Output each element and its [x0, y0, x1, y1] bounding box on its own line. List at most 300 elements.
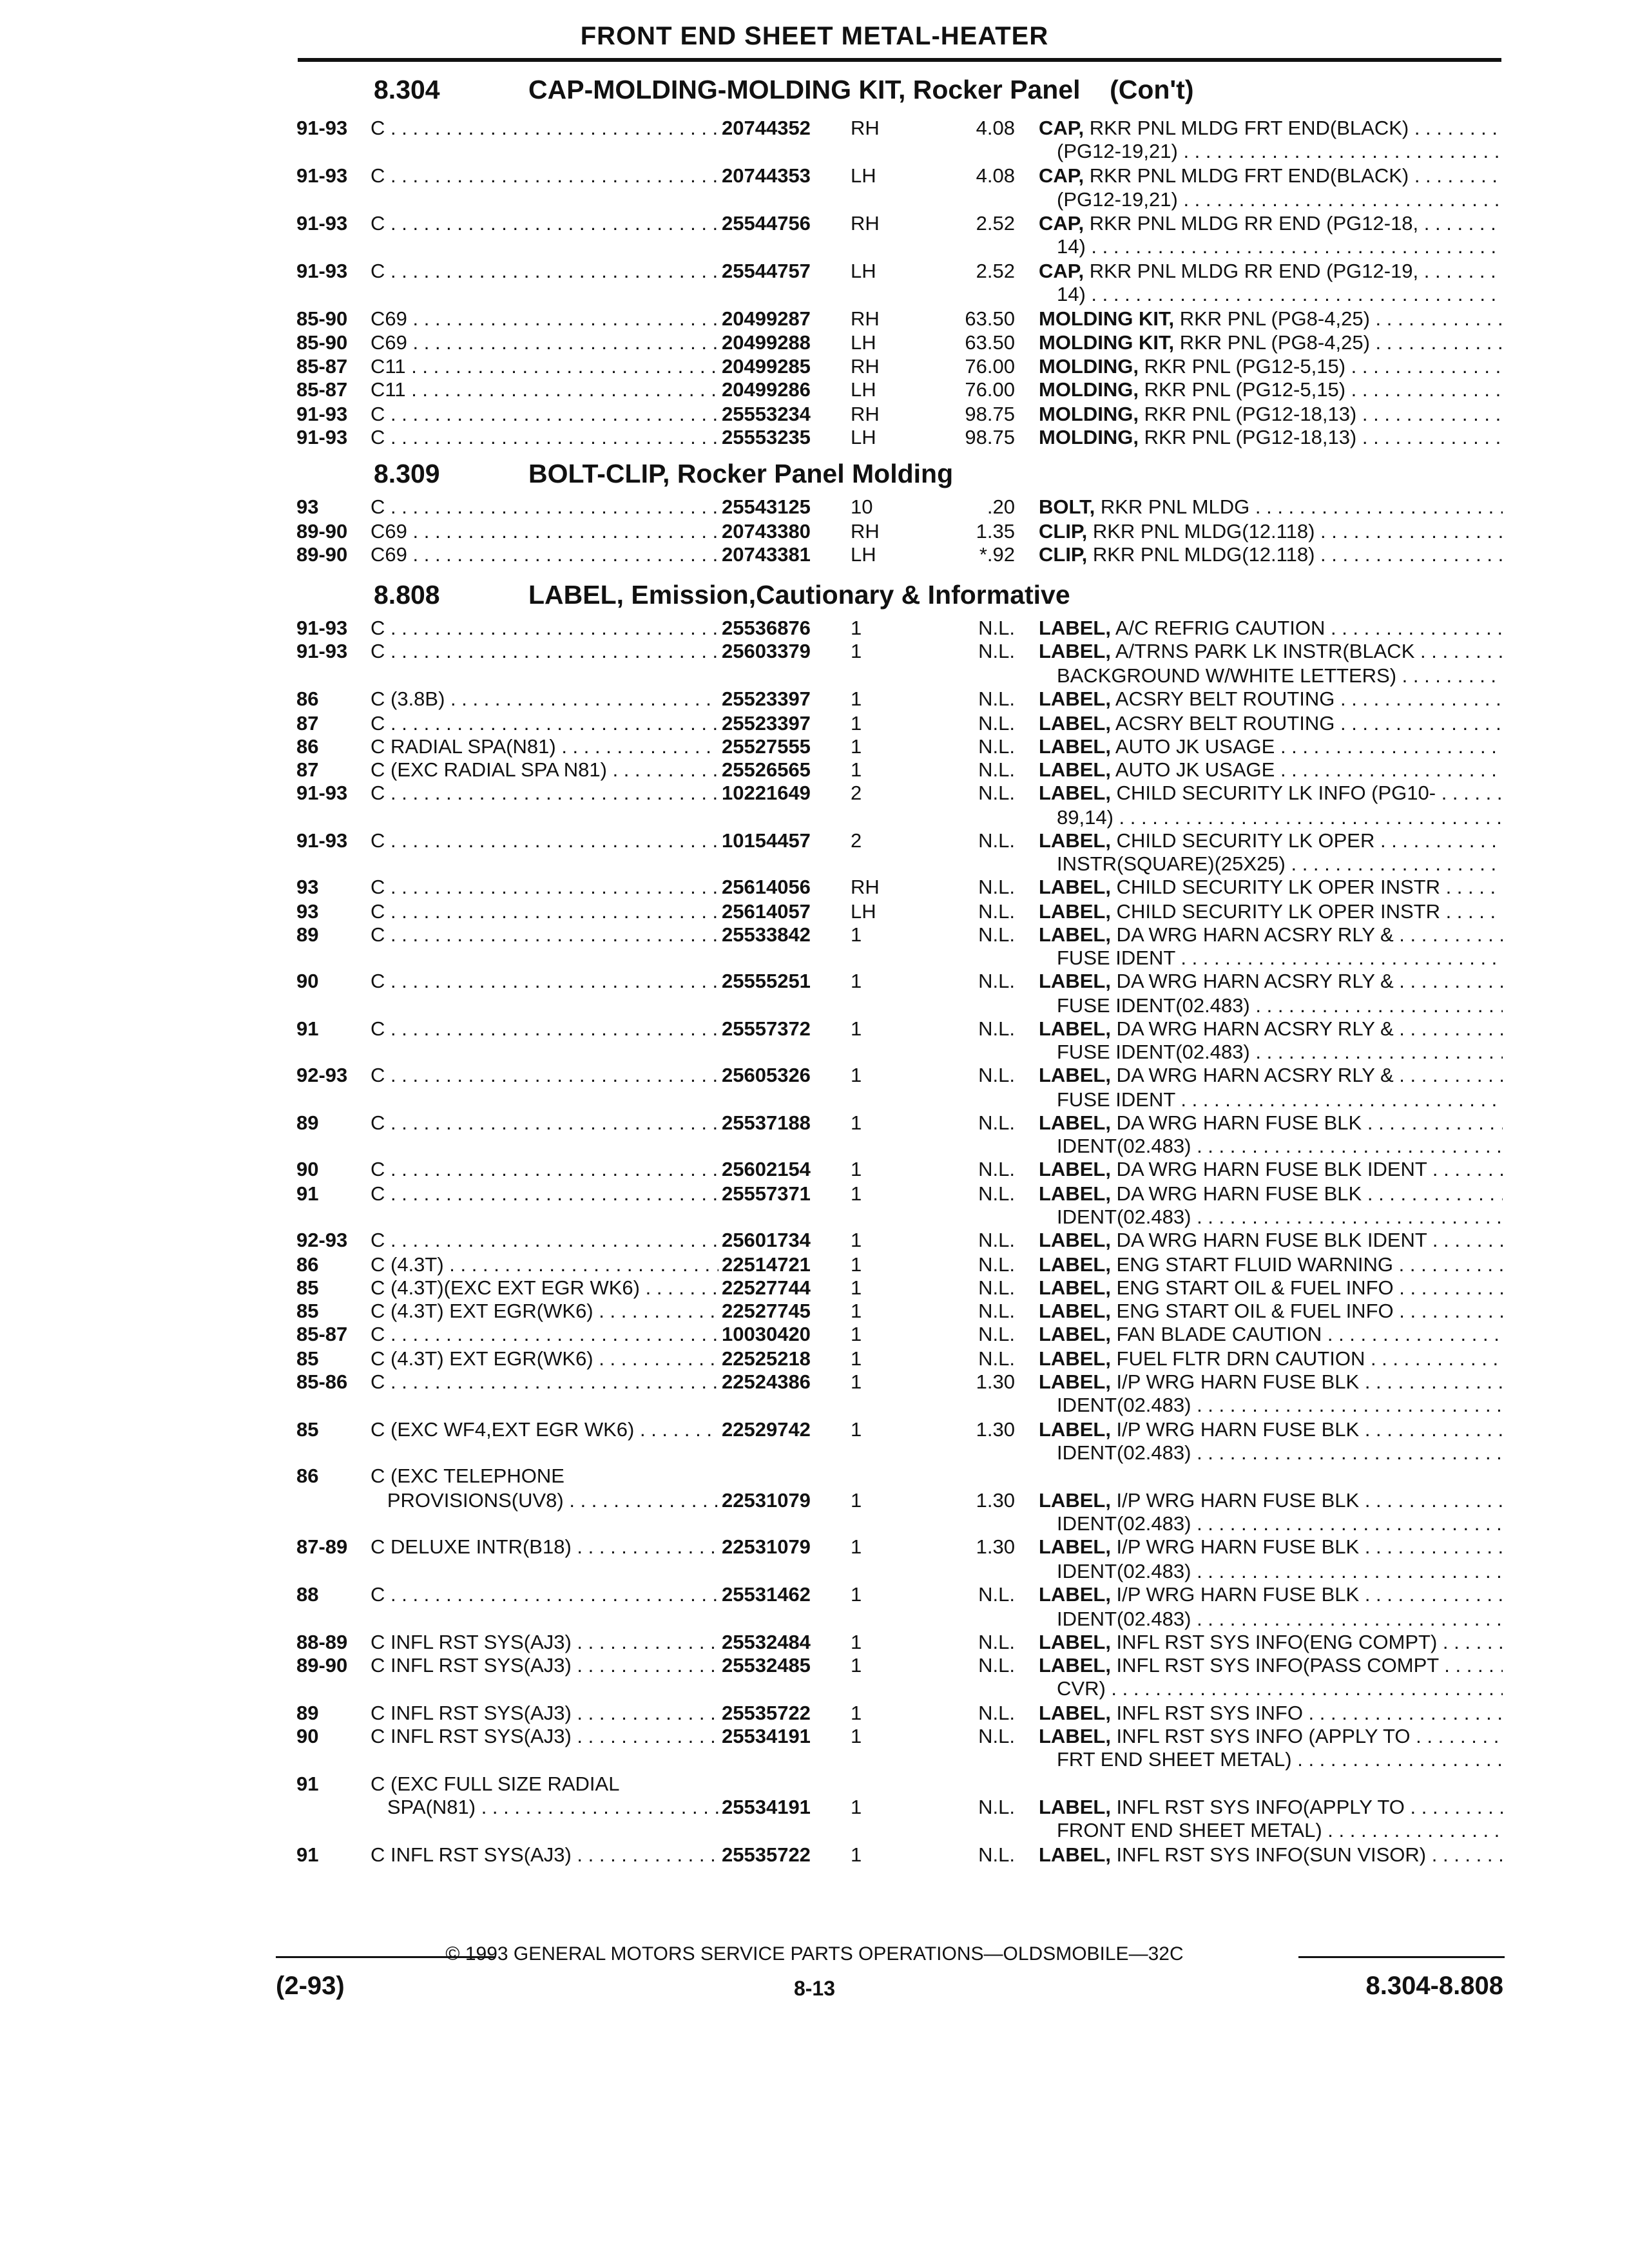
price: N.L. [978, 1300, 1015, 1322]
usage-condition: C69 . . . [371, 307, 718, 331]
part-number: 25602154 [722, 1158, 811, 1180]
part-detail: A/TRNS PARK LK INSTR(BLACK [1110, 640, 1415, 662]
quantity: 1 [851, 1111, 862, 1134]
table-row [0, 1795, 1629, 1819]
table-row [0, 1441, 1629, 1465]
part-number: 22524386 [722, 1370, 811, 1393]
table-row [0, 402, 1629, 426]
part-description [1039, 211, 1503, 235]
part-detail: CHILD SECURITY LK OPER INSTR [1110, 900, 1440, 923]
part-number: 20743380 [722, 520, 811, 543]
part-description [1039, 1299, 1503, 1323]
model-years: 91-93 [296, 260, 348, 282]
part-name: LABEL, [1039, 829, 1111, 852]
part-name: MOLDING KIT, [1039, 331, 1175, 354]
price: N.L. [978, 1702, 1015, 1724]
quantity: 1 [851, 1276, 862, 1299]
part-description [1039, 1535, 1503, 1559]
table-row [0, 354, 1629, 378]
part-name: LABEL, [1039, 1158, 1111, 1180]
part-detail: I/P WRG HARN FUSE BLK [1110, 1583, 1360, 1606]
price: N.L. [978, 829, 1015, 852]
part-detail: DA WRG HARN ACSRY RLY & [1110, 1064, 1394, 1086]
table-row [0, 164, 1629, 187]
part-description [1039, 829, 1503, 852]
part-name: LABEL, [1039, 923, 1111, 946]
part-number: 25601734 [722, 1229, 811, 1251]
table-row [0, 1322, 1629, 1346]
usage-condition: SPA(N81) . . . [371, 1795, 718, 1819]
quantity: 1 [851, 1300, 862, 1322]
model-years: 86 [296, 1465, 319, 1487]
table-row [0, 1535, 1629, 1559]
quantity: 1 [851, 923, 862, 946]
part-name: LABEL, [1039, 900, 1111, 923]
price: 2.52 [976, 212, 1015, 235]
price: N.L. [978, 1111, 1015, 1134]
usage-condition: C RADIAL SPA(N81) . . . [371, 735, 718, 758]
model-years: 91 [296, 1773, 319, 1795]
model-years: 85-90 [296, 307, 348, 330]
table-row [0, 852, 1629, 876]
part-detail: 89,14) [1057, 806, 1113, 829]
part-description [1057, 139, 1503, 163]
part-description [1057, 1040, 1503, 1064]
usage-condition: C (EXC WF4,EXT EGR WK6) . . . [371, 1418, 718, 1441]
part-detail: IDENT(02.483) [1057, 1441, 1191, 1464]
table-row [0, 639, 1629, 663]
quantity: 1 [851, 1796, 862, 1818]
model-years: 85-90 [296, 331, 348, 354]
quantity: LH [851, 543, 876, 566]
part-name: LABEL, [1039, 712, 1111, 735]
table-row [0, 805, 1629, 829]
quantity: 1 [851, 1583, 862, 1606]
table-row [0, 1088, 1629, 1111]
part-description [1039, 307, 1503, 331]
quantity: 1 [851, 1843, 862, 1866]
part-description [1057, 994, 1503, 1017]
part-number: 25534191 [722, 1725, 811, 1747]
part-description [1039, 116, 1503, 140]
part-name: LABEL, [1039, 970, 1111, 992]
table-row [0, 116, 1629, 140]
part-description [1039, 1795, 1503, 1819]
part-name: LABEL, [1039, 1535, 1111, 1558]
part-number: 20499288 [722, 331, 811, 354]
price: N.L. [978, 1583, 1015, 1606]
table-row [0, 1040, 1629, 1064]
quantity: 1 [851, 735, 862, 758]
model-years: 88 [296, 1583, 319, 1606]
part-detail: DA WRG HARN ACSRY RLY & [1110, 1017, 1394, 1040]
part-description [1057, 1677, 1503, 1700]
price: N.L. [978, 1843, 1015, 1866]
price: 63.50 [965, 331, 1015, 354]
part-detail: FUEL FLTR DRN CAUTION [1110, 1347, 1365, 1370]
part-name: LABEL, [1039, 1111, 1111, 1134]
part-detail: IDENT(02.483) [1057, 1394, 1191, 1416]
part-description [1039, 923, 1503, 947]
model-years: 90 [296, 970, 319, 992]
part-name: LABEL, [1039, 1229, 1111, 1251]
table-row [0, 923, 1629, 947]
part-detail: FUSE IDENT(02.483) [1057, 994, 1250, 1017]
quantity: 1 [851, 1064, 862, 1086]
part-detail: I/P WRG HARN FUSE BLK [1110, 1489, 1360, 1512]
part-name: LABEL, [1039, 1702, 1111, 1724]
table-row [0, 1111, 1629, 1135]
part-detail: DA WRG HARN ACSRY RLY & [1110, 970, 1394, 992]
price: N.L. [978, 970, 1015, 992]
price: .20 [987, 495, 1015, 518]
usage-condition: C (3.8B) . . . [371, 687, 718, 711]
part-number: 25535722 [722, 1702, 811, 1724]
table-row [0, 1464, 1629, 1488]
part-detail: RKR PNL MLDG FRT END(BLACK) [1084, 164, 1409, 187]
model-years: 85 [296, 1347, 319, 1370]
quantity: 1 [851, 1017, 862, 1040]
section-number: 8.808 [374, 580, 440, 610]
price: 76.00 [965, 378, 1015, 401]
price: N.L. [978, 735, 1015, 758]
part-name: LABEL, [1039, 1323, 1111, 1345]
table-row [0, 235, 1629, 258]
table-row [0, 994, 1629, 1017]
model-years: 86 [296, 1253, 319, 1276]
part-name: LABEL, [1039, 1631, 1111, 1653]
part-number: 25544756 [722, 212, 811, 235]
part-number: 20499285 [722, 355, 811, 378]
date-code: (2-93) [276, 1972, 345, 2000]
usage-condition: C . . . [371, 616, 718, 640]
page-title: FRONT END SHEET METAL-HEATER [580, 22, 1049, 50]
part-description [1057, 1441, 1503, 1465]
price: N.L. [978, 1631, 1015, 1653]
part-name: LABEL, [1039, 876, 1111, 898]
table-row [0, 1370, 1629, 1394]
quantity: 1 [851, 712, 862, 735]
model-years: 88-89 [296, 1631, 348, 1653]
part-detail: DA WRG HARN FUSE BLK [1110, 1111, 1362, 1134]
part-number: 20744353 [722, 164, 811, 187]
usage-condition: C . . . [371, 1182, 718, 1206]
part-detail: CHILD SECURITY LK INFO (PG10- [1110, 782, 1436, 804]
part-name: BOLT, [1039, 495, 1095, 518]
part-detail: ENG START OIL & FUEL INFO [1110, 1300, 1394, 1322]
part-description [1039, 1488, 1503, 1512]
quantity: RH [851, 355, 880, 378]
quantity: RH [851, 520, 880, 543]
model-years: 89 [296, 1111, 319, 1134]
part-detail: FUSE IDENT [1057, 1088, 1175, 1111]
model-years: 91-93 [296, 426, 348, 448]
part-name: LABEL, [1039, 1654, 1111, 1677]
part-number: 25614056 [722, 876, 811, 898]
part-detail: RKR PNL MLDG RR END (PG12-18, [1084, 212, 1419, 235]
part-description [1039, 1322, 1503, 1346]
model-years: 91-93 [296, 829, 348, 852]
model-years: 85-87 [296, 1323, 348, 1345]
part-description [1039, 1182, 1503, 1206]
part-number: 25537188 [722, 1111, 811, 1134]
usage-condition: C INFL RST SYS(AJ3) . . . [371, 1724, 718, 1748]
price: N.L. [978, 876, 1015, 898]
part-name: LABEL, [1039, 1182, 1111, 1205]
part-number: 25557371 [722, 1182, 811, 1205]
part-description [1039, 402, 1503, 426]
quantity: 1 [851, 1654, 862, 1677]
quantity: RH [851, 403, 880, 425]
price: 1.30 [976, 1370, 1015, 1393]
part-name: LABEL, [1039, 1017, 1111, 1040]
quantity: 1 [851, 1631, 862, 1653]
part-description [1039, 1253, 1503, 1276]
part-number: 25605326 [722, 1064, 811, 1086]
part-detail: I/P WRG HARN FUSE BLK [1110, 1418, 1360, 1441]
usage-condition: C (EXC TELEPHONE [371, 1465, 564, 1487]
price: 76.00 [965, 355, 1015, 378]
model-years: 91 [296, 1182, 319, 1205]
quantity: RH [851, 876, 880, 898]
part-number: 25532484 [722, 1631, 811, 1653]
section-number: 8.309 [374, 459, 440, 488]
copyright-notice: © 1993 GENERAL MOTORS SERVICE PARTS OPERATIONS—OLDSMOBILE—32C [445, 1943, 1184, 1965]
price: N.L. [978, 1158, 1015, 1180]
part-detail: CHILD SECURITY LK OPER INSTR [1110, 876, 1440, 898]
model-years: 89-90 [296, 520, 348, 543]
part-detail: I/P WRG HARN FUSE BLK [1110, 1370, 1360, 1393]
part-description [1039, 354, 1503, 378]
part-detail: IDENT(02.483) [1057, 1608, 1191, 1630]
model-years: 89-90 [296, 1654, 348, 1677]
table-row [0, 1701, 1629, 1725]
table-row [0, 1347, 1629, 1370]
model-years: 91 [296, 1017, 319, 1040]
table-row [0, 1228, 1629, 1252]
part-description [1057, 235, 1503, 258]
table-row [0, 139, 1629, 163]
part-number: 25534191 [722, 1796, 811, 1818]
part-name: LABEL, [1039, 1253, 1111, 1276]
model-years: 91-93 [296, 212, 348, 235]
table-row [0, 1134, 1629, 1158]
quantity: 1 [851, 1158, 862, 1180]
table-row [0, 1299, 1629, 1323]
table-row [0, 1677, 1629, 1700]
part-description [1039, 1843, 1503, 1867]
model-years: 85 [296, 1276, 319, 1299]
part-number: 25555251 [722, 970, 811, 992]
table-row [0, 616, 1629, 640]
part-name: LABEL, [1039, 617, 1111, 639]
part-description [1057, 852, 1503, 876]
part-detail: DA WRG HARN ACSRY RLY & [1110, 923, 1394, 946]
table-row [0, 687, 1629, 711]
quantity: 1 [851, 1725, 862, 1747]
part-detail: INFL RST SYS INFO(ENG COMPT) [1110, 1631, 1438, 1653]
model-years: 85 [296, 1418, 319, 1441]
part-number: 25553235 [722, 426, 811, 448]
part-name: LABEL, [1039, 1796, 1111, 1818]
part-description [1057, 664, 1503, 687]
part-name: CAP, [1039, 260, 1084, 282]
part-description [1039, 899, 1503, 923]
table-row [0, 758, 1629, 782]
price: N.L. [978, 1253, 1015, 1276]
usage-condition: C . . . [371, 1017, 718, 1041]
part-name: LABEL, [1039, 1064, 1111, 1086]
part-detail: FRONT END SHEET METAL) [1057, 1819, 1322, 1841]
part-detail: INFL RST SYS INFO [1110, 1702, 1303, 1724]
part-description [1039, 1724, 1503, 1748]
part-number: 25557372 [722, 1017, 811, 1040]
part-description [1057, 187, 1503, 211]
quantity: 1 [851, 617, 862, 639]
price: N.L. [978, 617, 1015, 639]
quantity: LH [851, 378, 876, 401]
part-description [1039, 616, 1503, 640]
model-years: 85 [296, 1300, 319, 1322]
model-years: 93 [296, 876, 319, 898]
part-description [1039, 1157, 1503, 1181]
part-detail: INFL RST SYS INFO(PASS COMPT [1110, 1654, 1439, 1677]
part-detail: RKR PNL MLDG(12.118) [1087, 543, 1315, 566]
part-name: LABEL, [1039, 782, 1111, 804]
part-name: LABEL, [1039, 1347, 1111, 1370]
table-row [0, 211, 1629, 235]
price: N.L. [978, 687, 1015, 710]
part-name: LABEL, [1039, 1418, 1111, 1441]
part-detail: RKR PNL (PG12-18,13) [1139, 426, 1357, 448]
usage-condition: C . . . [371, 923, 718, 947]
price: N.L. [978, 782, 1015, 804]
part-number: 22514721 [722, 1253, 811, 1276]
part-description [1039, 1063, 1503, 1087]
part-detail: DA WRG HARN FUSE BLK IDENT [1110, 1229, 1427, 1251]
part-number: 22531079 [722, 1535, 811, 1558]
quantity: LH [851, 260, 876, 282]
part-detail: RKR PNL MLDG(12.118) [1087, 520, 1315, 543]
part-number: 20499286 [722, 378, 811, 401]
part-description [1057, 282, 1503, 306]
part-number: 25523397 [722, 712, 811, 735]
table-row [0, 946, 1629, 970]
quantity: 1 [851, 1702, 862, 1724]
table-row [0, 331, 1629, 354]
part-name: LABEL, [1039, 1583, 1111, 1606]
price: N.L. [978, 1725, 1015, 1747]
quantity: LH [851, 900, 876, 923]
part-detail: RKR PNL (PG12-5,15) [1139, 355, 1346, 378]
price: N.L. [978, 640, 1015, 662]
usage-condition: C . . . [371, 1228, 718, 1252]
part-name: CAP, [1039, 164, 1084, 187]
part-detail: AUTO JK USAGE [1110, 735, 1275, 758]
model-years: 85-87 [296, 378, 348, 401]
part-detail: A/C REFRIG CAUTION [1110, 617, 1325, 639]
part-description [1057, 1134, 1503, 1158]
table-row [0, 1772, 1629, 1796]
table-row [0, 378, 1629, 401]
part-description [1039, 543, 1503, 566]
usage-condition: C . . . [371, 425, 718, 449]
usage-condition: C (EXC RADIAL SPA N81) . . . [371, 758, 718, 782]
usage-condition: PROVISIONS(UV8) . . . [371, 1488, 718, 1512]
price: N.L. [978, 1017, 1015, 1040]
part-name: LABEL, [1039, 758, 1111, 781]
part-description [1039, 331, 1503, 354]
part-detail: (PG12-19,21) [1057, 140, 1178, 162]
part-description [1057, 1393, 1503, 1417]
part-description [1039, 1347, 1503, 1370]
part-description [1039, 519, 1503, 543]
part-description [1039, 758, 1503, 782]
part-description [1057, 1747, 1503, 1771]
usage-condition: C . . . [371, 164, 718, 187]
part-number: 20499287 [722, 307, 811, 330]
quantity: LH [851, 164, 876, 187]
quantity: 1 [851, 1229, 862, 1251]
part-description [1057, 1818, 1503, 1842]
part-name: LABEL, [1039, 640, 1111, 662]
section-name: CAP-MOLDING-MOLDING KIT, Rocker Panel (Con't) [528, 75, 1194, 104]
table-row [0, 711, 1629, 735]
quantity: 1 [851, 1535, 862, 1558]
part-name: MOLDING, [1039, 355, 1139, 378]
table-row [0, 664, 1629, 687]
price: N.L. [978, 1064, 1015, 1086]
table-row [0, 1276, 1629, 1300]
model-years: 91-93 [296, 117, 348, 139]
part-name: MOLDING, [1039, 378, 1139, 401]
section-range: 8.304-8.808 [1365, 1972, 1503, 2000]
usage-condition: C . . . [371, 1582, 718, 1606]
part-detail: ACSRY BELT ROUTING [1110, 687, 1335, 710]
part-description [1039, 639, 1503, 663]
price: 98.75 [965, 426, 1015, 448]
part-number: 25544757 [722, 260, 811, 282]
usage-condition: C . . . [371, 899, 718, 923]
table-row [0, 829, 1629, 852]
part-detail: 14) [1057, 283, 1086, 305]
part-detail: ENG START OIL & FUEL INFO [1110, 1276, 1394, 1299]
model-years: 92-93 [296, 1064, 348, 1086]
model-years: 90 [296, 1158, 319, 1180]
part-description [1039, 425, 1503, 449]
part-description [1057, 1607, 1503, 1631]
part-detail: FUSE IDENT [1057, 947, 1175, 969]
price: N.L. [978, 1276, 1015, 1299]
usage-condition: C . . . [371, 116, 718, 140]
part-detail: IDENT(02.483) [1057, 1206, 1191, 1228]
usage-condition: C (4.3T) EXT EGR(WK6) . . . [371, 1299, 718, 1323]
table-row [0, 1488, 1629, 1512]
price: 1.30 [976, 1535, 1015, 1558]
model-years: 91-93 [296, 164, 348, 187]
part-number: 22527745 [722, 1300, 811, 1322]
part-number: 25543125 [722, 495, 811, 518]
part-detail: INFL RST SYS INFO (APPLY TO [1110, 1725, 1411, 1747]
part-description [1057, 1205, 1503, 1229]
part-detail: RKR PNL (PG12-5,15) [1139, 378, 1346, 401]
table-row [0, 543, 1629, 566]
part-description [1039, 1418, 1503, 1441]
part-detail: AUTO JK USAGE [1110, 758, 1275, 781]
part-description [1039, 711, 1503, 735]
part-description [1057, 946, 1503, 970]
price: 1.30 [976, 1418, 1015, 1441]
